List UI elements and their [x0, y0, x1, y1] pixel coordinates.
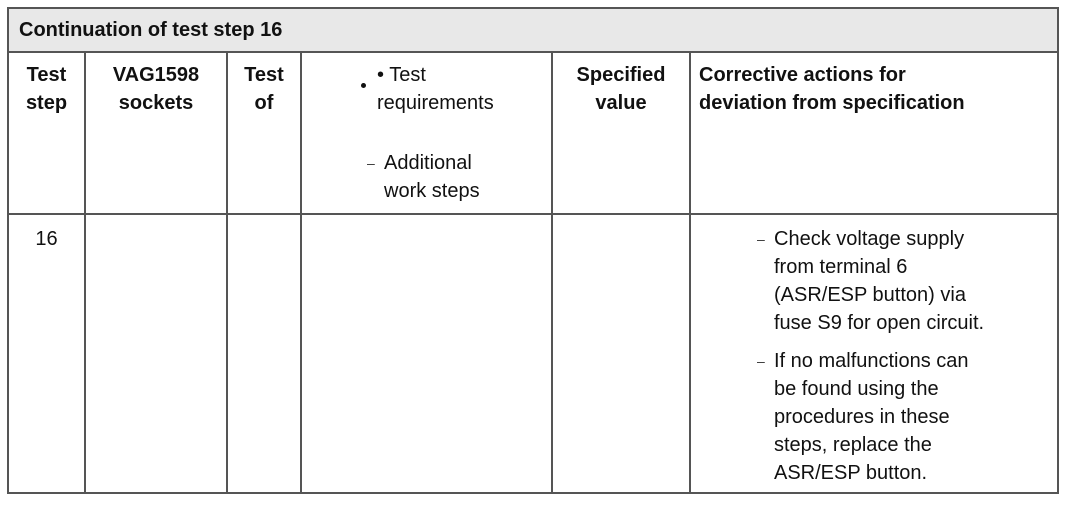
table-title: Continuation of test step 16	[9, 9, 1057, 53]
row-test-step: 16	[35, 228, 58, 250]
header-corrective-line2: deviation from specification	[699, 92, 965, 114]
header-requirements-bullet-line2: requirements	[377, 92, 494, 114]
corrective-action-item	[774, 347, 969, 487]
column-divider	[551, 53, 553, 492]
header-requirements-dash-line1: Additional	[384, 152, 472, 174]
header-requirements-dash	[384, 149, 480, 205]
header-test-step-line2: step	[25, 92, 68, 114]
header-divider	[9, 213, 1057, 215]
header-corrective-line1: Corrective actions for	[699, 64, 906, 86]
corrective-action-line: (ASR/ESP button) via	[774, 284, 966, 306]
header-test-of	[228, 61, 300, 117]
corrective-action-line: from terminal 6	[774, 256, 908, 278]
column-divider	[84, 53, 86, 492]
corrective-action-line: If no malfunctions can	[774, 350, 969, 372]
header-requirements-dash-line2: work steps	[384, 180, 480, 202]
bullet-icon	[361, 83, 366, 88]
corrective-action-line: steps, replace the	[774, 434, 932, 456]
corrective-action-item	[774, 225, 984, 337]
header-specified-value	[553, 61, 689, 117]
header-specified-line2: value	[595, 92, 647, 114]
header-sockets-line1: VAG1598	[112, 64, 200, 86]
test-table	[7, 7, 1059, 494]
dash-icon: –	[757, 353, 765, 369]
column-divider	[689, 53, 691, 492]
corrective-action-line: be found using the	[774, 378, 939, 400]
header-corrective-actions	[699, 61, 965, 117]
corrective-action-line: procedures in these	[774, 406, 950, 428]
header-test-of-line2: of	[254, 92, 274, 114]
header-test-step-line1: Test	[26, 64, 67, 86]
column-divider	[300, 53, 302, 492]
header-requirements-bullet-line1: • Test	[377, 64, 426, 86]
corrective-action-line: Check voltage supply	[774, 228, 965, 250]
column-divider	[226, 53, 228, 492]
dash-icon: –	[757, 231, 765, 247]
header-requirements-bullet	[377, 61, 494, 117]
header-specified-line1: Specified	[576, 64, 666, 86]
corrective-action-line: fuse S9 for open circuit.	[774, 312, 985, 334]
header-test-step	[9, 61, 84, 117]
header-test-of-line1: Test	[244, 64, 284, 86]
corrective-action-line: ASR/ESP button.	[774, 462, 928, 484]
header-sockets-line2: sockets	[118, 92, 194, 114]
header-sockets	[86, 61, 226, 117]
dash-icon: –	[367, 155, 375, 171]
